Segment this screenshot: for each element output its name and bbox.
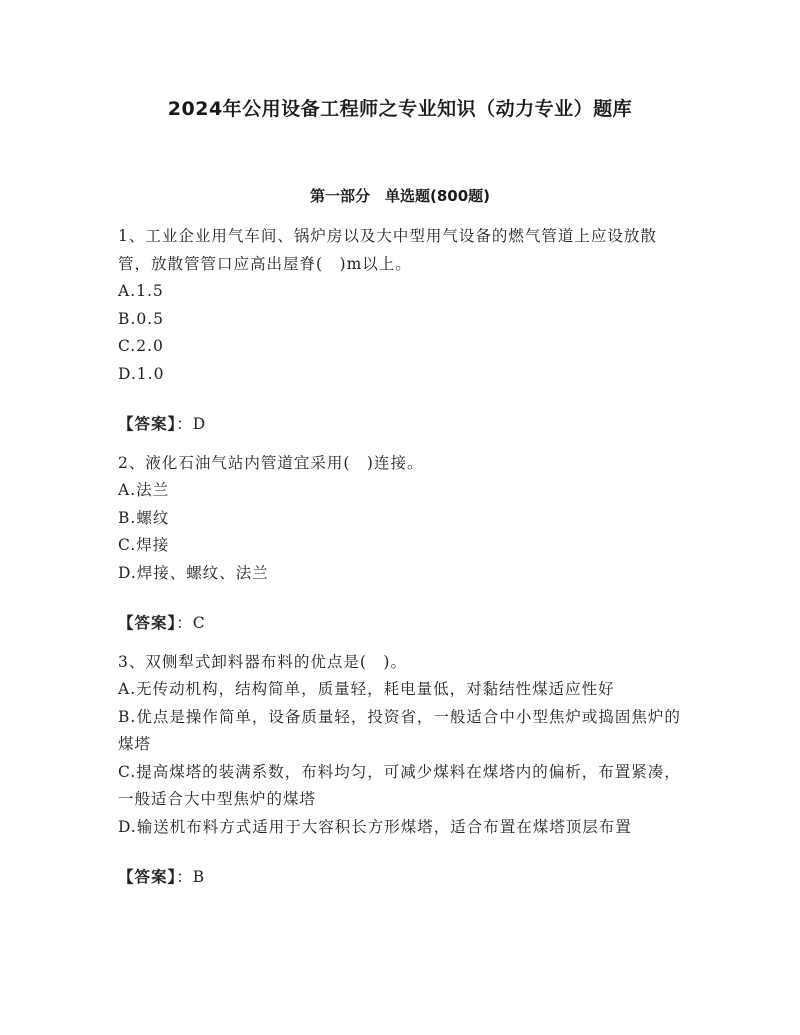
- answer-value: B: [192, 868, 206, 886]
- question-text: 2、液化石油气站内管道宜采用( )连接。: [118, 453, 424, 472]
- answer-value: C: [192, 614, 206, 632]
- answer-label: 【答案】: [118, 614, 177, 632]
- answer-line: [118, 411, 683, 439]
- answer-line: [118, 864, 683, 892]
- option-c: C.2.0: [118, 337, 164, 355]
- question-list: [118, 223, 683, 903]
- option-c: C.焊接: [118, 536, 170, 554]
- option-b: B.螺纹: [118, 508, 170, 527]
- option-c: C.提高煤塔的装满系数，布料均匀，可减少煤料在煤塔内的偏析，布置紧凑，一般适合大中型焦炉的煤塔: [118, 762, 681, 808]
- answer-separator: ：: [176, 614, 193, 632]
- answer-value: D: [192, 415, 207, 433]
- option-a: A.法兰: [118, 481, 170, 499]
- option-a: A.1.5: [118, 282, 164, 300]
- option-a: A.无传动机构，结构简单，质量轻，耗电量低，对黏结性煤适应性好: [118, 680, 615, 698]
- option-d: D.1.0: [118, 364, 165, 383]
- option-d: D.输送机布料方式适用于大容积长方形煤塔，适合布置在煤塔顶层布置: [118, 817, 632, 836]
- question-block: [118, 450, 683, 638]
- section-heading: 第一部分 单选题(800题): [309, 187, 491, 205]
- option-b: B.优点是操作简单，设备质量轻，投资省，一般适合中小型焦炉或捣固焦炉的煤塔: [118, 707, 681, 753]
- question-block: [118, 223, 683, 439]
- option-b: B.0.5: [118, 309, 164, 328]
- document-title: 2024年公用设备工程师之专业知识（动力专业）题库: [167, 98, 633, 120]
- question-text: 1、工业企业用气车间、锅炉房以及大中型用气设备的燃气管道上应设放散管，放散管管口应高出屋脊( )m以上。: [118, 227, 657, 273]
- answer-separator: ：: [176, 868, 193, 886]
- question-text: 3、双侧犁式卸料器布料的优点是( )。: [118, 652, 407, 671]
- option-d: D.焊接、螺纹、法兰: [118, 563, 269, 582]
- answer-line: [118, 610, 683, 638]
- question-block: [118, 649, 683, 892]
- answer-label: 【答案】: [118, 868, 177, 886]
- answer-label: 【答案】: [118, 415, 177, 433]
- answer-separator: ：: [176, 415, 193, 433]
